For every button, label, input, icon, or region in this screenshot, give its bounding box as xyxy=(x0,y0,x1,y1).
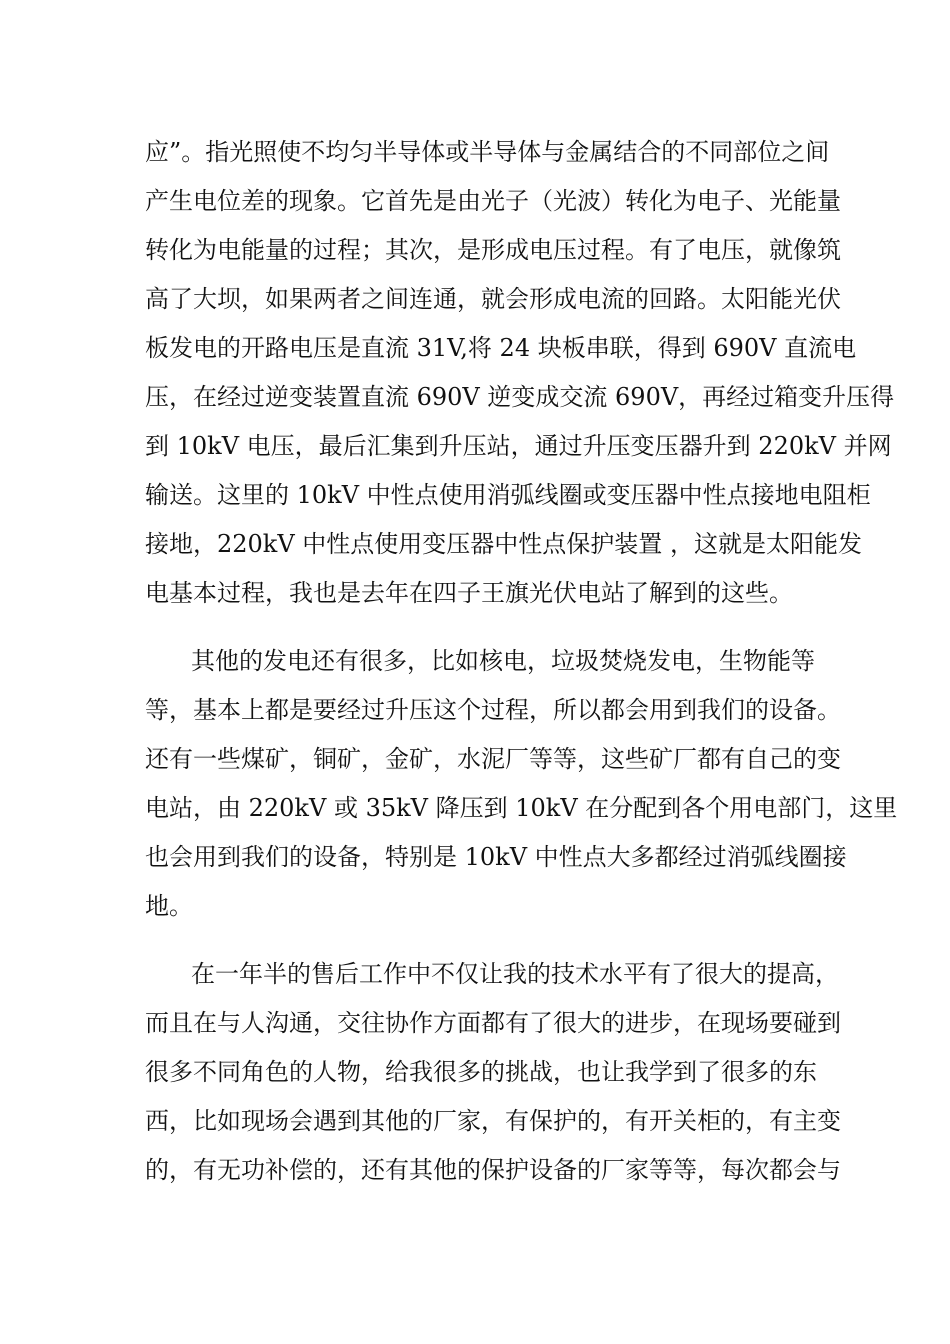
paragraph-2-line-4: 电站，由 220kV 或 35kV 降压到 10kV 在分配到各个用电部门，这里 xyxy=(145,794,898,822)
paragraph-1-line-6: 压，在经过逆变装置直流 690V 逆变成交流 690V，再经过箱变升压得 xyxy=(145,383,895,411)
paragraph-1-line-8: 输送。这里的 10kV 中性点使用消弧线圈或变压器中性点接地电阻柜 xyxy=(145,481,871,509)
paragraph-3-line-3: 很多不同角色的人物，给我很多的挑战，也让我学到了很多的东 xyxy=(145,1058,817,1086)
paragraph-1-line-4: 高了大坝，如果两者之间连通，就会形成电流的回路。太阳能光伏 xyxy=(145,285,841,313)
paragraph-1-line-9: 接地，220kV 中性点使用变压器中性点保护装置 ，这就是太阳能发 xyxy=(145,530,862,558)
paragraph-3-line-5: 的，有无功补偿的，还有其他的保护设备的厂家等等，每次都会与 xyxy=(145,1156,841,1184)
paragraph-2-line-6: 地。 xyxy=(145,892,193,920)
paragraph-2-line-2: 等，基本上都是要经过升压这个过程，所以都会用到我们的设备。 xyxy=(145,696,841,724)
paragraph-3-line-2: 而且在与人沟通，交往协作方面都有了很大的进步，在现场要碰到 xyxy=(145,1009,841,1037)
paragraph-3-line-4: 西，比如现场会遇到其他的厂家，有保护的，有开关柜的，有主变 xyxy=(145,1107,841,1135)
paragraph-1-line-1: 应”。指光照使不均匀半导体或半导体与金属结合的不同部位之间 xyxy=(145,138,830,166)
paragraph-1-line-5: 板发电的开路电压是直流 31V,将 24 块板串联，得到 690V 直流电 xyxy=(145,334,857,362)
paragraph-2-line-5: 也会用到我们的设备，特别是 10kV 中性点大多都经过消弧线圈接 xyxy=(145,843,847,871)
paragraph-3-line-1: 在一年半的售后工作中不仅让我的技术水平有了很大的提高， xyxy=(191,960,839,988)
paragraph-1-line-7: 到 10kV 电压，最后汇集到升压站，通过升压变压器升到 220kV 并网 xyxy=(145,432,892,460)
paragraph-1-line-10: 电基本过程，我也是去年在四子王旗光伏电站了解到的这些。 xyxy=(145,579,793,607)
paragraph-1-line-2: 产生电位差的现象。它首先是由光子（光波）转化为电子、光能量 xyxy=(145,187,841,215)
paragraph-1-line-3: 转化为电能量的过程；其次，是形成电压过程。有了电压，就像筑 xyxy=(145,236,841,264)
paragraph-2-line-3: 还有一些煤矿，铜矿，金矿，水泥厂等等，这些矿厂都有自己的变 xyxy=(145,745,841,773)
paragraph-2-line-1: 其他的发电还有很多，比如核电，垃圾焚烧发电，生物能等 xyxy=(191,647,815,675)
